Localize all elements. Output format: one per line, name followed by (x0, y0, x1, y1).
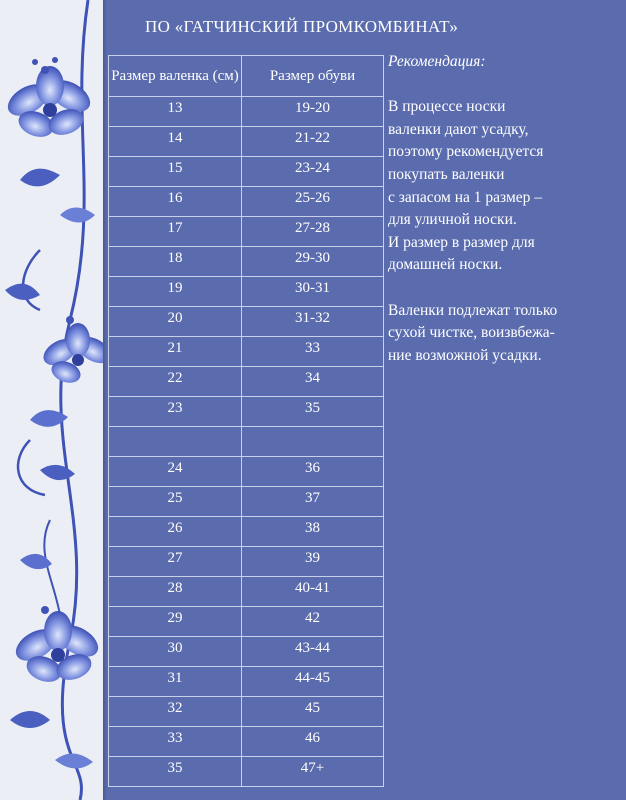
table-row (109, 367, 384, 397)
shoe-size-cell: 40-41 (242, 577, 384, 607)
table-row (109, 667, 384, 697)
table-row (109, 457, 384, 487)
recommendation-shrinkage-text (388, 96, 620, 277)
gzhel-ornament-panel (0, 0, 103, 800)
table-row (109, 607, 384, 637)
valenok-size-cell: 30 (109, 637, 242, 667)
shoe-size-cell: 42 (242, 607, 384, 637)
shoe-size-cell: 36 (242, 457, 384, 487)
table-row-empty (109, 427, 384, 457)
panel-edge-shadow (103, 0, 107, 800)
valenok-size-cell: 33 (109, 727, 242, 757)
shoe-size-cell: 43-44 (242, 637, 384, 667)
text-line: покупать валенки (388, 165, 505, 183)
table-row (109, 157, 384, 187)
table-row (109, 97, 384, 127)
shoe-size-cell: 27-28 (242, 217, 384, 247)
page-title: ПО «ГАТЧИНСКИЙ ПРОМКОМБИНАТ» (145, 17, 459, 36)
table-row (109, 547, 384, 577)
valenok-size-cell: 22 (109, 367, 242, 397)
valenok-size-cell: 27 (109, 547, 242, 577)
valenok-size-cell (109, 427, 242, 457)
text-line: ние возможной усадки. (388, 346, 542, 364)
shoe-size-cell: 44-45 (242, 667, 384, 697)
shoe-size-cell: 38 (242, 517, 384, 547)
table-row (109, 757, 384, 787)
table-row (109, 127, 384, 157)
table-row (109, 697, 384, 727)
table-row (109, 397, 384, 427)
table-row (109, 277, 384, 307)
valenok-size-cell: 20 (109, 307, 242, 337)
column-header-shoe-size: Размер обуви (242, 56, 384, 97)
valenok-size-cell: 28 (109, 577, 242, 607)
text-line: домашней носки. (388, 256, 503, 274)
text-line: с запасом на 1 размер – (388, 188, 543, 206)
valenok-size-cell: 19 (109, 277, 242, 307)
valenok-size-cell: 21 (109, 337, 242, 367)
table-row (109, 517, 384, 547)
size-chart-table (108, 55, 384, 787)
shoe-size-cell: 19-20 (242, 97, 384, 127)
valenok-size-cell: 14 (109, 127, 242, 157)
shoe-size-cell: 35 (242, 397, 384, 427)
table-row (109, 727, 384, 757)
valenok-size-cell: 26 (109, 517, 242, 547)
valenok-size-cell: 18 (109, 247, 242, 277)
text-line: сухой чистке, воизвбежа- (388, 324, 555, 342)
recommendation-cleaning-text (388, 300, 620, 368)
shoe-size-cell: 37 (242, 487, 384, 517)
text-line: поэтому рекомендуется (388, 143, 544, 161)
shoe-size-cell: 30-31 (242, 277, 384, 307)
table-row (109, 307, 384, 337)
valenok-size-cell: 23 (109, 397, 242, 427)
column-header-valenok-size: Размер валенка (см) (109, 56, 242, 97)
shoe-size-cell: 23-24 (242, 157, 384, 187)
shoe-size-cell: 29-30 (242, 247, 384, 277)
table-row (109, 637, 384, 667)
table-row (109, 247, 384, 277)
recommendation-heading: Рекомендация: (388, 53, 486, 70)
text-line: В процессе носки (388, 98, 506, 116)
table-header-row (109, 56, 384, 97)
shoe-size-cell: 21-22 (242, 127, 384, 157)
table-row (109, 487, 384, 517)
text-line: для уличной носки. (388, 211, 517, 229)
valenok-size-cell: 35 (109, 757, 242, 787)
valenok-size-cell: 25 (109, 487, 242, 517)
table-row (109, 187, 384, 217)
table-row (109, 577, 384, 607)
text-line: Валенки подлежат только (388, 301, 558, 319)
valenok-size-cell: 32 (109, 697, 242, 727)
shoe-size-cell (242, 427, 384, 457)
table-row (109, 217, 384, 247)
shoe-size-cell: 45 (242, 697, 384, 727)
valenok-size-cell: 15 (109, 157, 242, 187)
shoe-size-cell: 31-32 (242, 307, 384, 337)
shoe-size-cell: 46 (242, 727, 384, 757)
valenok-size-cell: 29 (109, 607, 242, 637)
recommendation-block (388, 51, 620, 390)
shoe-size-cell: 25-26 (242, 187, 384, 217)
shoe-size-cell: 33 (242, 337, 384, 367)
text-line: И размер в размер для (388, 233, 535, 251)
valenok-size-cell: 13 (109, 97, 242, 127)
text-line: валенки дают усадку, (388, 120, 529, 138)
shoe-size-cell: 47+ (242, 757, 384, 787)
gzhel-flower-pattern (0, 0, 103, 800)
shoe-size-cell: 34 (242, 367, 384, 397)
table-row (109, 337, 384, 367)
valenok-size-cell: 17 (109, 217, 242, 247)
valenok-size-cell: 31 (109, 667, 242, 697)
shoe-size-cell: 39 (242, 547, 384, 577)
valenok-size-cell: 16 (109, 187, 242, 217)
valenok-size-cell: 24 (109, 457, 242, 487)
